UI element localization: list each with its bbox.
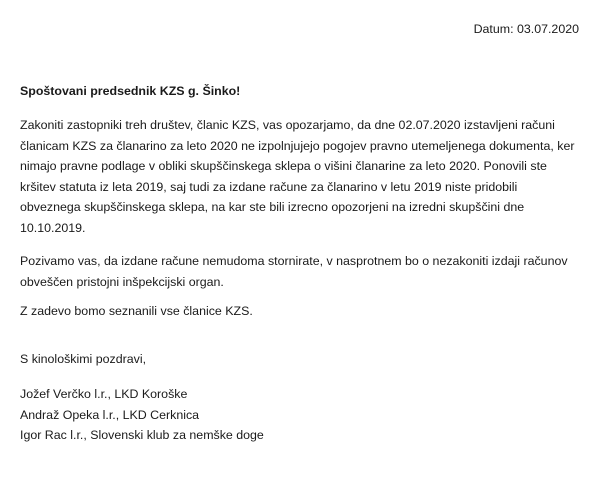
paragraph-demand xyxy=(20,251,592,292)
paragraph-inform xyxy=(20,301,592,322)
letter-date: Datum: 03.07.2020 xyxy=(473,22,579,36)
paragraph-line: obveščen pristojni inšpekcijski organ. xyxy=(20,274,224,289)
signature-line: Andraž Opeka l.r., LKD Cerknica xyxy=(20,407,200,422)
paragraph-line: Pozivamo vas, da izdane račune nemudoma stornirate, v nasprotnem bo o nezakoniti izdaji računov xyxy=(20,254,568,268)
paragraph-line: 10.10.2019. xyxy=(20,220,86,235)
signature-line: Igor Rac l.r., Slovenski klub za nemške doge xyxy=(20,428,264,442)
letter-salutation: Spoštovani predsednik KZS g. Šinko! xyxy=(20,84,241,98)
paragraph-line: Z zadevo bomo seznanili vse članice KZS. xyxy=(20,304,253,318)
paragraph-line: kršitev statuta iz leta 2019, saj tudi za izdane račune za članarino v letu 2019 niste pridobili xyxy=(20,179,518,194)
paragraph-line: Zakoniti zastopniki treh društev, članic KZS, vas opozarjamo, da dne 02.07.2020 izstavljeni računi xyxy=(20,118,555,132)
paragraph-line: obveznega skupščinskega sklepa, na kar ste bili izrecno opozorjeni na izredni skupščini dne xyxy=(20,200,525,214)
signature-line: Jožef Verčko l.r., LKD Koroške xyxy=(20,387,188,401)
signature-block xyxy=(20,384,264,446)
paragraph-line: nimajo pravne podlage v obliki skupščinskega sklepa o višini članarine za leto 2020. Ponovili ste xyxy=(20,159,547,173)
letter-closing: S kinološkimi pozdravi, xyxy=(20,352,147,366)
paragraph-line: članicam KZS za članarino za leto 2020 ne izpolnjujejo pogojev pravno utemeljenega dokumenta, ker xyxy=(20,138,575,153)
paragraph-notice xyxy=(20,115,592,238)
